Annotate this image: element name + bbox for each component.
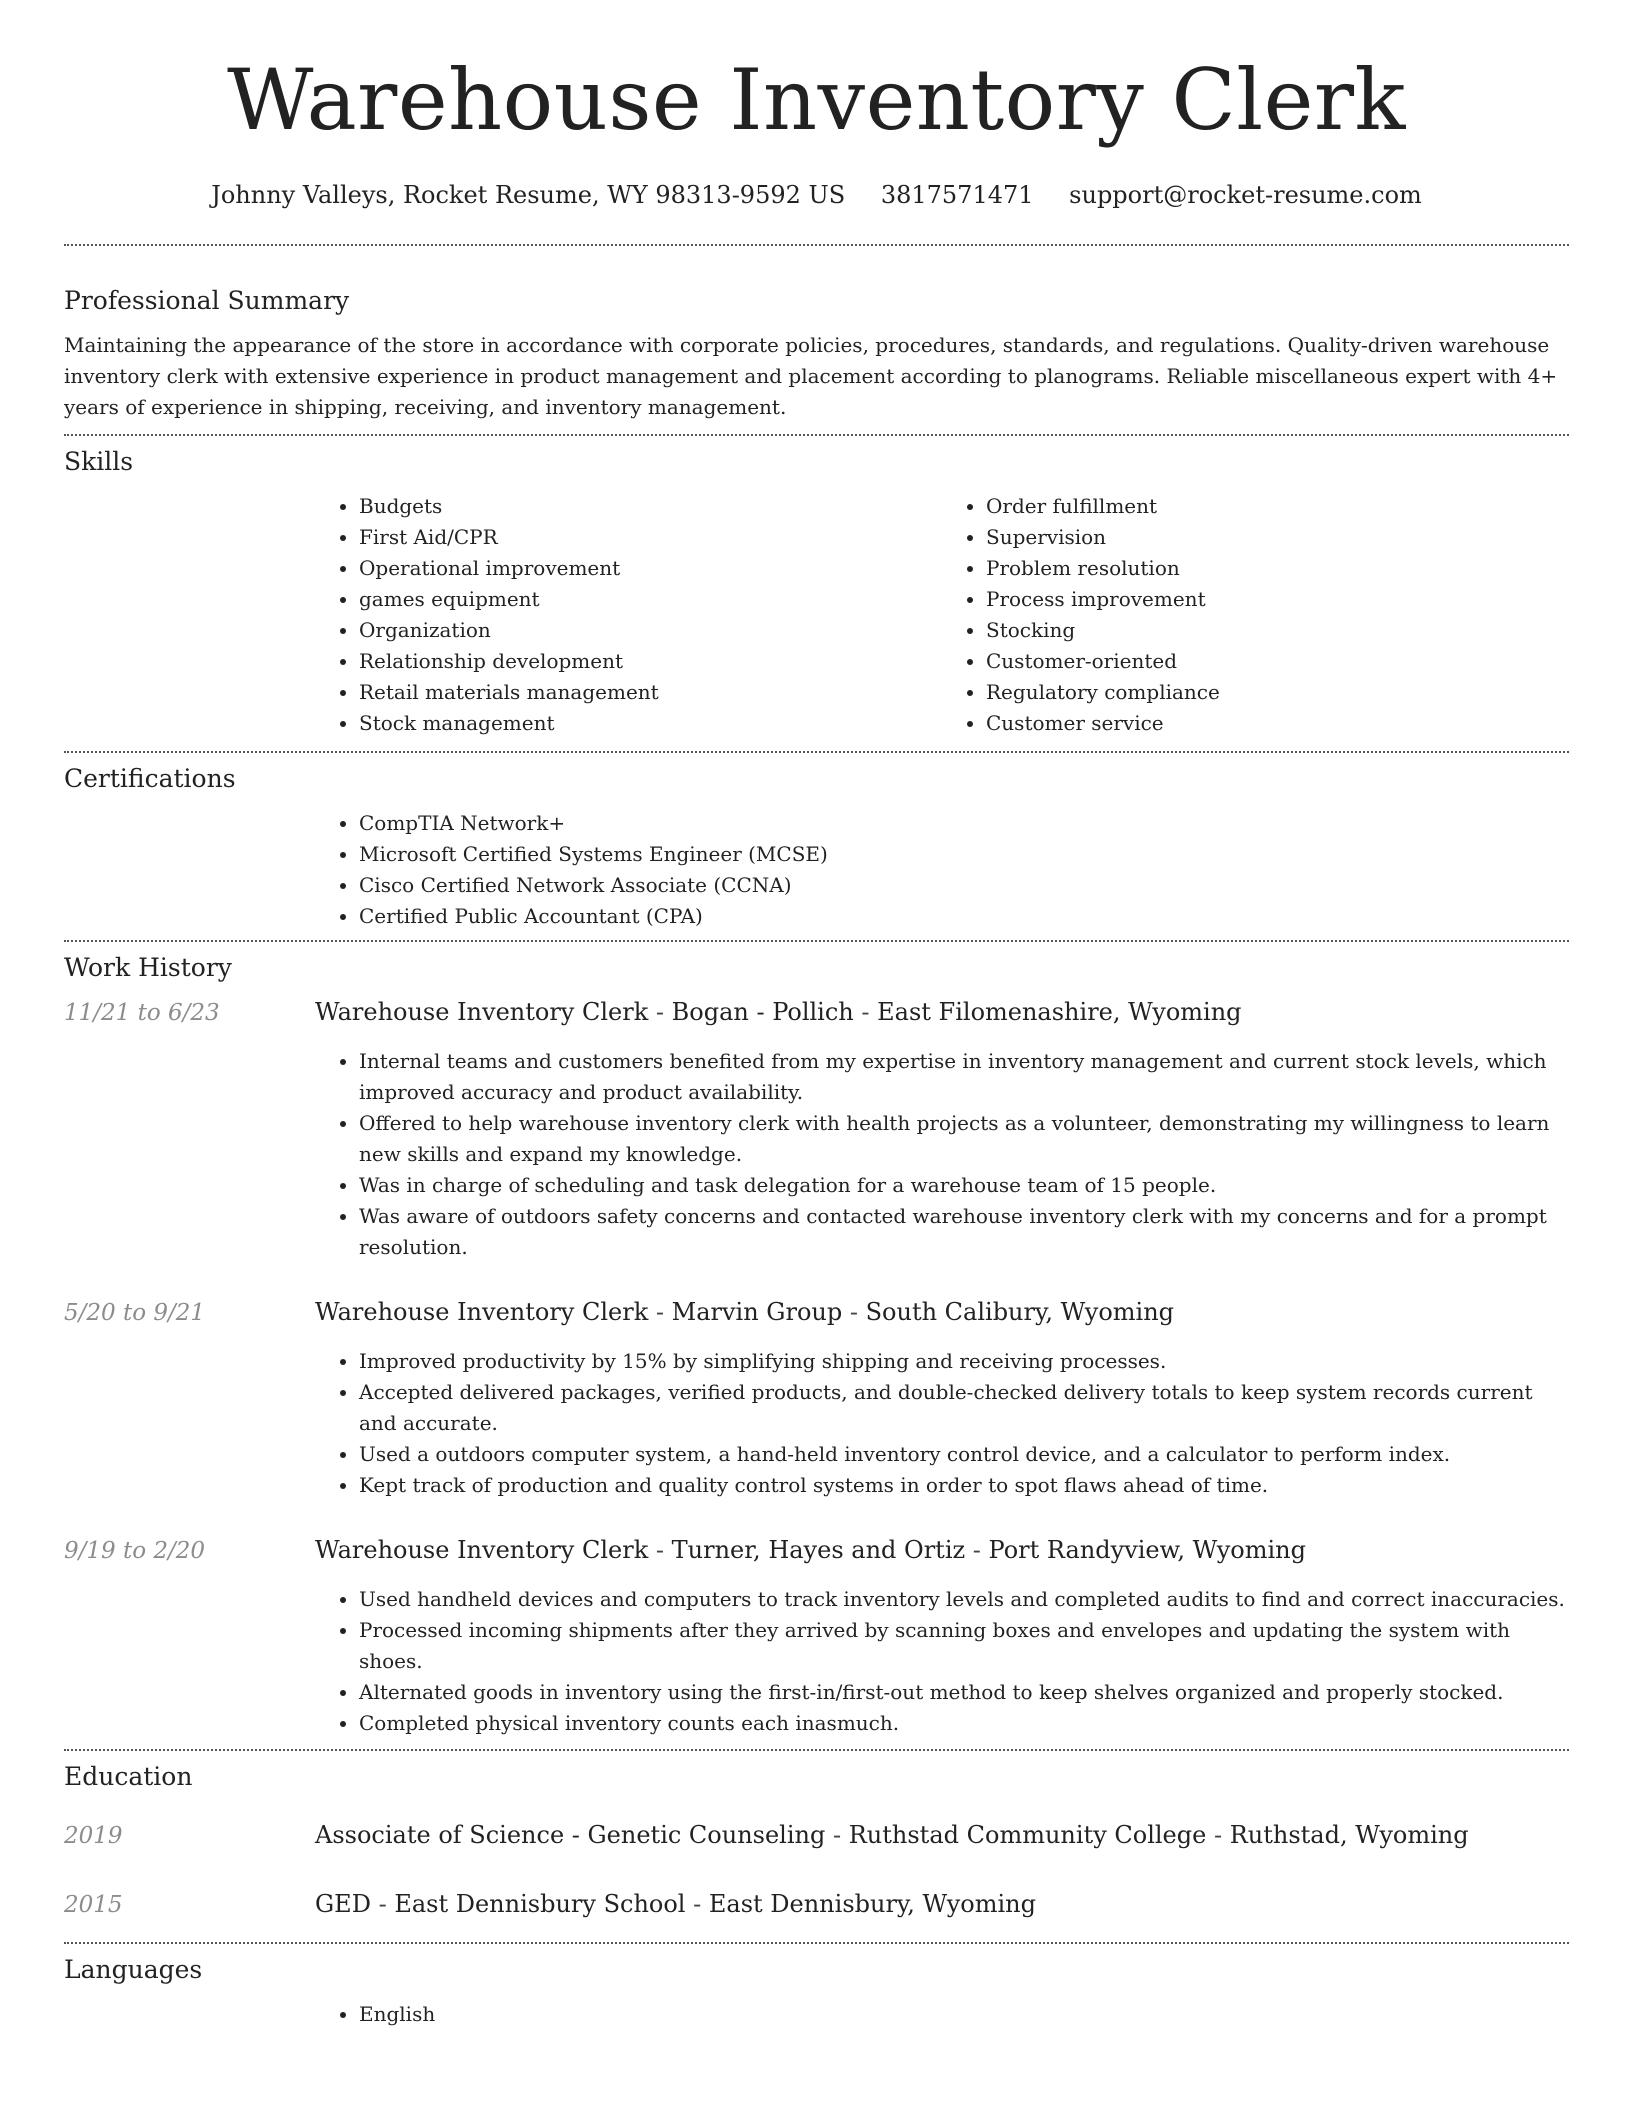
education-heading-line xyxy=(315,1820,1469,1850)
job-location: East Filomenashire, Wyoming xyxy=(877,998,1242,1026)
job-dates: 11/21 to 6/23 xyxy=(64,1000,220,1026)
job-heading xyxy=(315,1297,1174,1327)
job-bullet: • Was in charge of scheduling and task delegation for a warehouse team of 15 people. xyxy=(359,1170,1569,1201)
skill-item: • Customer-oriented xyxy=(986,646,1569,677)
skill-item: • Order fulfillment xyxy=(986,491,1569,522)
separator: - xyxy=(1206,1821,1230,1849)
divider xyxy=(64,1942,1569,1944)
resume-title: Warehouse Inventory Clerk xyxy=(227,51,1406,149)
skill-item: • Retail materials management xyxy=(359,677,942,708)
job-bullets xyxy=(315,1584,1569,1739)
separator: - xyxy=(685,1890,709,1918)
job-title: Warehouse Inventory Clerk xyxy=(315,1298,649,1326)
contact-email[interactable]: support@rocket-resume.com xyxy=(1069,181,1422,209)
education-school: Ruthstad Community College xyxy=(848,1821,1207,1849)
skills-column-right xyxy=(942,491,1569,739)
job-location: South Calibury, Wyoming xyxy=(865,1298,1175,1326)
skill-item: • Relationship development xyxy=(359,646,942,677)
education-degree: Associate of Science - Genetic Counseling xyxy=(315,1821,826,1849)
job-bullet: • Was aware of outdoors safety concerns and contacted warehouse inventory clerk with my concerns and for a prompt resolution. xyxy=(359,1201,1569,1263)
separator: - xyxy=(842,1298,866,1326)
divider xyxy=(64,1749,1569,1751)
job-bullet: • Improved productivity by 15% by simplifying shipping and receiving processes. xyxy=(359,1346,1569,1377)
education-heading: Education xyxy=(64,1762,193,1791)
work-history-heading: Work History xyxy=(64,953,232,982)
separator: - xyxy=(370,1890,395,1918)
divider xyxy=(64,940,1569,942)
skill-item: • Stocking xyxy=(986,615,1569,646)
job-header xyxy=(64,1535,1569,1566)
job-heading xyxy=(315,997,1242,1027)
separator: - xyxy=(648,1536,672,1564)
skill-item: • First Aid/CPR xyxy=(359,522,942,553)
job-bullets xyxy=(315,1046,1569,1263)
skill-item: • games equipment xyxy=(359,584,942,615)
education-heading-line xyxy=(315,1889,1036,1919)
certifications-list xyxy=(315,808,1569,932)
skill-item: • Customer service xyxy=(986,708,1569,739)
skill-item: • Supervision xyxy=(986,522,1569,553)
job-dates: 9/19 to 2/20 xyxy=(64,1538,206,1564)
resume-page xyxy=(64,0,1569,2030)
summary-text: Maintaining the appearance of the store in accordance with corporate policies, procedures, standards, and regulations. Quality-driven warehouse inventory clerk with extensive experience in product management and placement according to planograms. Reliable miscellaneous expert with 4+ years of experience in shipping, receiving, and inventory management. xyxy=(64,333,1558,419)
certification-item: • Cisco Certified Network Associate (CCNA) xyxy=(359,870,1569,901)
job-location: Port Randyview, Wyoming xyxy=(988,1536,1306,1564)
job-bullets xyxy=(315,1346,1569,1501)
skill-item: • Operational improvement xyxy=(359,553,942,584)
contact-address: Johnny Valleys, Rocket Resume, WY 98313-9592 US xyxy=(211,181,846,209)
education-entry xyxy=(64,1820,1569,1851)
certification-item: • Microsoft Certified Systems Engineer (MCSE) xyxy=(359,839,1569,870)
job-dates: 5/20 to 9/21 xyxy=(64,1300,206,1326)
languages-heading: Languages xyxy=(64,1955,203,1984)
education-degree: GED xyxy=(315,1890,371,1918)
divider xyxy=(64,434,1569,436)
job-bullet: • Processed incoming shipments after they arrived by scanning boxes and envelopes and updating the system with shoes. xyxy=(359,1615,1569,1677)
job-bullet: • Offered to help warehouse inventory clerk with health projects as a volunteer, demonstrating my willingness to learn new skills and expand my knowledge. xyxy=(359,1108,1569,1170)
job-title: Warehouse Inventory Clerk xyxy=(315,1536,649,1564)
certification-item: • CompTIA Network+ xyxy=(359,808,1569,839)
job-entry xyxy=(64,1535,1569,1739)
skill-item: • Problem resolution xyxy=(986,553,1569,584)
separator: - xyxy=(648,1298,672,1326)
education-location: East Dennisbury, Wyoming xyxy=(708,1890,1036,1918)
job-header xyxy=(64,997,1569,1028)
skill-item: • Stock management xyxy=(359,708,942,739)
education-school: East Dennisbury School xyxy=(394,1890,686,1918)
job-bullet: • Alternated goods in inventory using the first-in/first-out method to keep shelves organized and properly stocked. xyxy=(359,1677,1569,1708)
job-bullet: • Completed physical inventory counts each inasmuch. xyxy=(359,1708,1569,1739)
job-header xyxy=(64,1297,1569,1328)
job-heading xyxy=(315,1535,1306,1565)
skill-item: • Budgets xyxy=(359,491,942,522)
separator: - xyxy=(853,998,878,1026)
skills-heading: Skills xyxy=(64,447,134,476)
certification-item: • Certified Public Accountant (CPA) xyxy=(359,901,1569,932)
skills-list xyxy=(315,491,1569,739)
education-location: Ruthstad, Wyoming xyxy=(1229,1821,1469,1849)
education-year: 2015 xyxy=(64,1892,123,1918)
job-title: Warehouse Inventory Clerk xyxy=(315,998,649,1026)
education-entry xyxy=(64,1889,1569,1920)
skill-item: • Regulatory compliance xyxy=(986,677,1569,708)
divider xyxy=(64,244,1569,246)
job-bullet: • Internal teams and customers benefited from my expertise in inventory management and current stock levels, which improved accuracy and product availability. xyxy=(359,1046,1569,1108)
summary-heading: Professional Summary xyxy=(64,286,350,315)
job-bullet: • Accepted delivered packages, verified products, and double-checked delivery totals to keep system records current and accurate. xyxy=(359,1377,1569,1439)
job-bullet: • Used a outdoors computer system, a hand-held inventory control device, and a calculator to perform index. xyxy=(359,1439,1569,1470)
job-company: Bogan - Pollich xyxy=(671,998,854,1026)
skill-item: • Organization xyxy=(359,615,942,646)
job-entry xyxy=(64,1297,1569,1501)
language-item: • English xyxy=(359,1999,1569,2030)
job-bullet: • Used handheld devices and computers to track inventory levels and completed audits to find and correct inaccuracies. xyxy=(359,1584,1569,1615)
education-year: 2019 xyxy=(64,1823,123,1849)
separator: - xyxy=(965,1536,989,1564)
contact-line xyxy=(64,180,1569,210)
certifications-heading: Certifications xyxy=(64,764,236,793)
job-company: Marvin Group xyxy=(671,1298,843,1326)
separator: - xyxy=(648,998,672,1026)
job-bullet: • Kept track of production and quality control systems in order to spot flaws ahead of time. xyxy=(359,1470,1569,1501)
separator: - xyxy=(825,1821,849,1849)
divider xyxy=(64,751,1569,753)
job-entry xyxy=(64,997,1569,1263)
job-company: Turner, Hayes and Ortiz xyxy=(671,1536,966,1564)
contact-phone: 3817571471 xyxy=(880,181,1034,209)
skills-column-left xyxy=(315,491,942,739)
languages-list xyxy=(315,1999,1569,2030)
skill-item: • Process improvement xyxy=(986,584,1569,615)
